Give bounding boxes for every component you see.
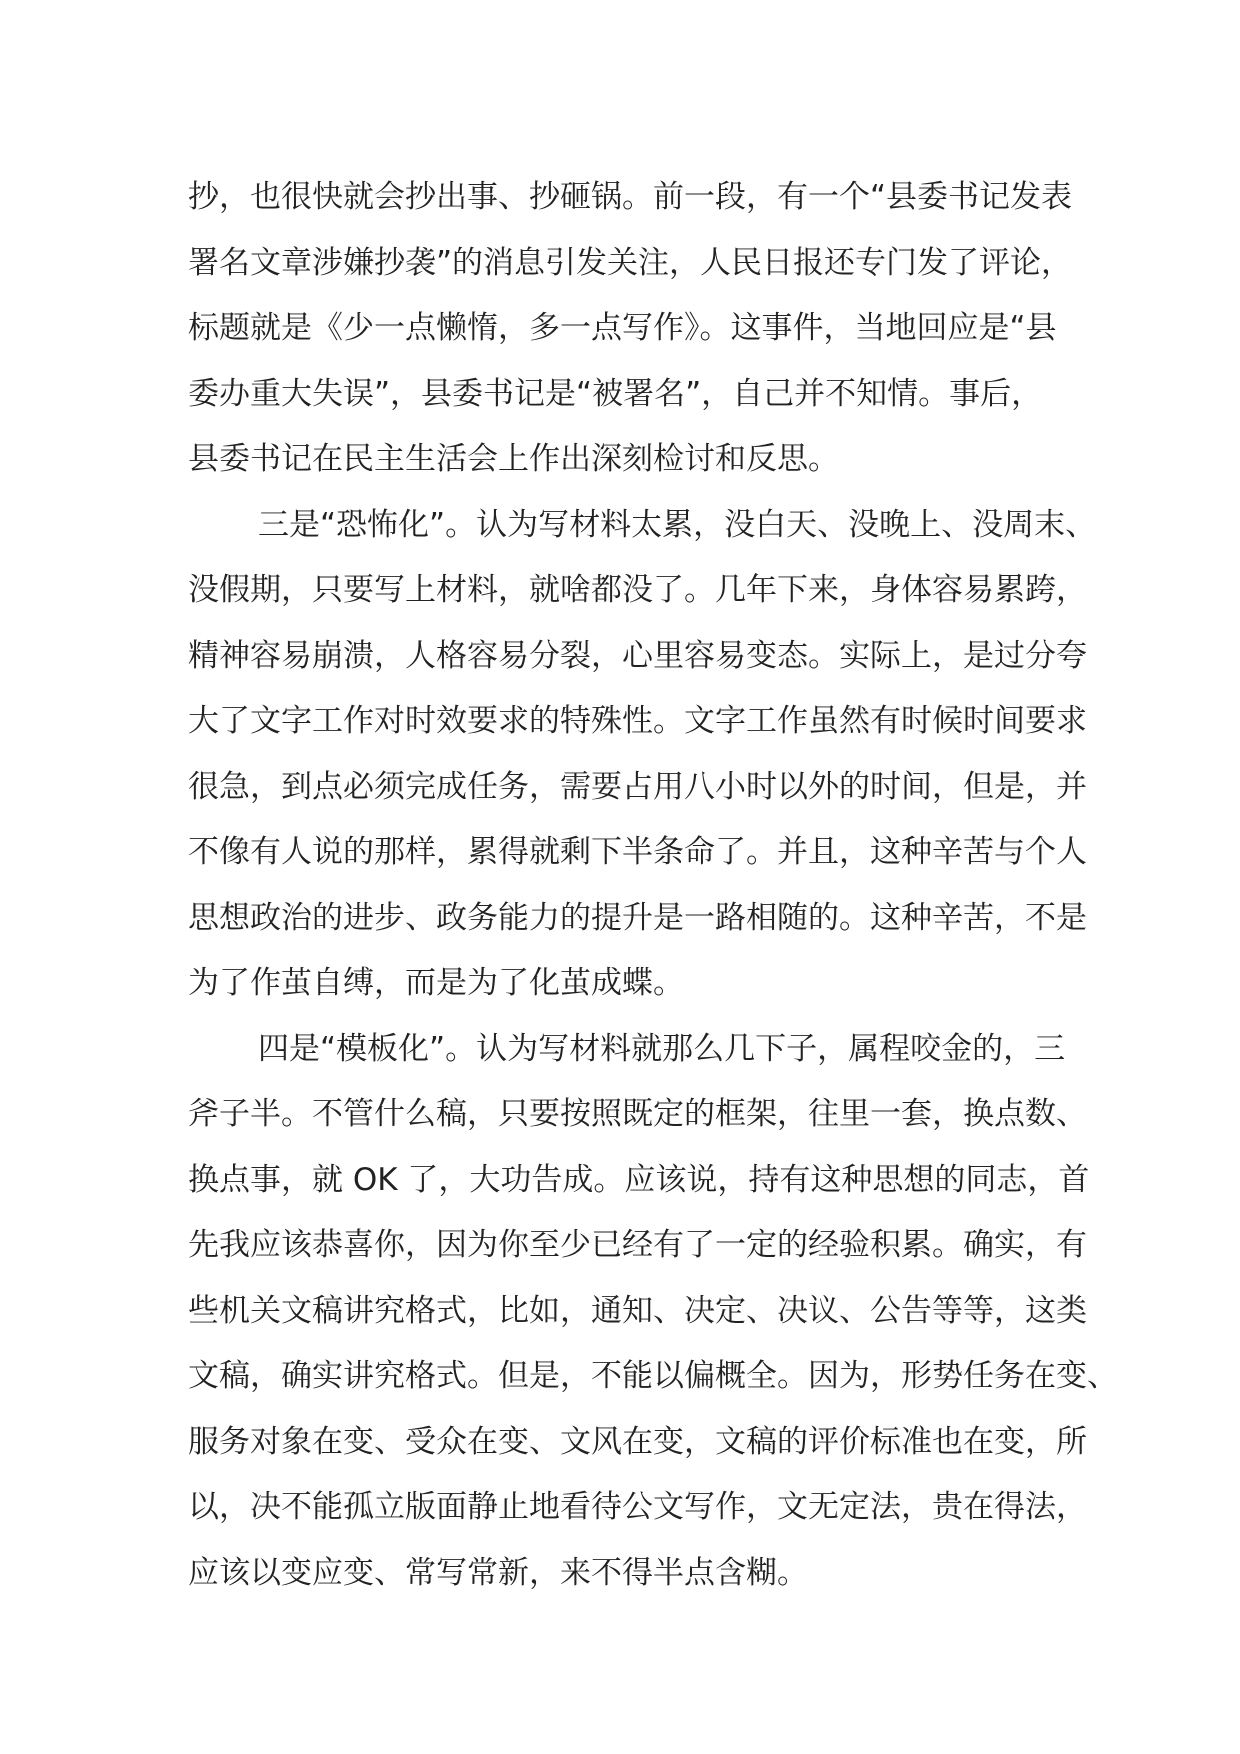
text-line: 抄，也很快就会抄出事、抄砸锅。前一段，有一个“县委书记发表 [188,179,1073,215]
text-line: 县委书记在民主生活会上作出深刻检讨和反思。 [188,441,839,477]
text-line: 署名文章涉嫌抄袭”的消息引发关注，人民日报还专门发了评论， [188,244,1073,281]
document-body [188,165,1118,1606]
text-line: 标题就是《少一点懒惰，多一点写作》。这事件，当地回应是“县 [188,310,1057,346]
paragraph-start-line: 三是“恐怖化”。认为写材料太累，没白天、没晚上、没周末、 [258,506,1097,543]
text-line: 很急，到点必须完成任务，需要占用八小时以外的时间，但是，并 [188,768,1087,805]
text-line: 大了文字工作对时效要求的特殊性。文字工作虽然有时候时间要求 [188,703,1087,739]
text-line: 为了作茧自缚，而是为了化茧成蝶。 [188,965,684,1001]
text-line: 些机关文稿讲究格式，比如，通知、决定、决议、公告等等，这类 [188,1292,1087,1329]
text-line: 委办重大失误”，县委书记是“被署名”，自己并不知情。事后， [188,375,1043,412]
text-line: 先我应该恭喜你，因为你至少已经有了一定的经验积累。确实，有 [188,1227,1087,1263]
text-line: 服务对象在变、受众在变、文风在变，文稿的评价标准也在变，所 [188,1423,1087,1460]
paragraph-start-line: 四是“模板化”。认为写材料就那么几下子，属程咬金的，三 [258,1030,1066,1067]
text-line: 换点事，就 OK 了，大功告成。应该说，持有这种思想的同志，首 [188,1161,1090,1198]
text-line: 斧子半。不管什么稿，只要按照既定的框架，往里一套，换点数、 [188,1096,1087,1132]
text-line: 不像有人说的那样，累得就剩下半条命了。并且，这种辛苦与个人 [188,834,1087,870]
text-line: 没假期，只要写上材料，就啥都没了。几年下来，身体容易累跨， [188,572,1087,608]
text-line: 以，决不能孤立版面静止地看待公文写作，文无定法，贵在得法， [188,1489,1087,1525]
text-line: 文稿，确实讲究格式。但是，不能以偏概全。因为，形势任务在变、 [188,1358,1118,1394]
text-line: 思想政治的进步、政务能力的提升是一路相随的。这种辛苦，不是 [188,899,1087,936]
text-line: 精神容易崩溃，人格容易分裂，心里容易变态。实际上，是过分夸 [188,637,1087,674]
text-line: 应该以变应变、常写常新，来不得半点含糊。 [188,1554,808,1591]
